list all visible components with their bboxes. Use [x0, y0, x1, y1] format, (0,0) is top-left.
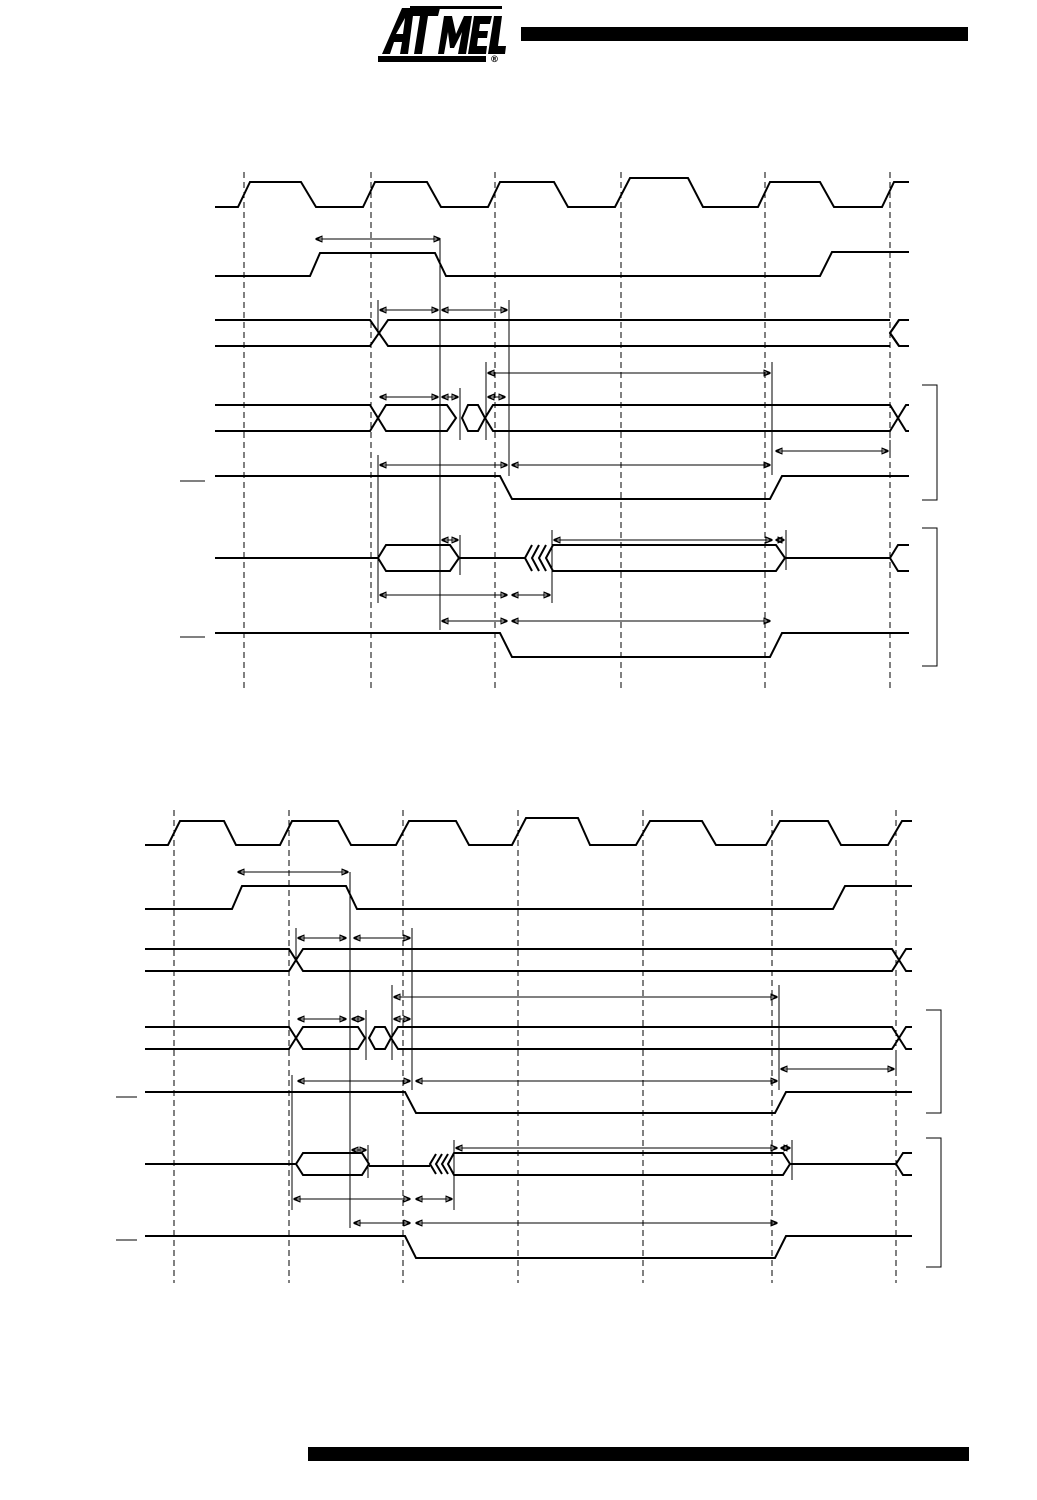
cycle-markers-2	[174, 810, 896, 1283]
read-strobe-2	[145, 1236, 912, 1258]
data-bus-1	[215, 545, 909, 571]
bracket-write-1	[922, 385, 937, 500]
bracket-write-2	[926, 1010, 941, 1113]
timing-diagram-2	[116, 810, 941, 1283]
registered-mark: ®	[490, 55, 499, 65]
strobe-signal-2	[145, 886, 912, 909]
read-strobe-1	[215, 633, 909, 657]
ad-bus-2	[145, 1027, 912, 1049]
footer-rule	[308, 1447, 969, 1461]
bracket-read-1	[922, 528, 937, 666]
address-bus-1	[215, 320, 909, 346]
write-strobe-1	[215, 476, 909, 499]
ad-bus-1	[215, 405, 909, 431]
data-bus-2	[145, 1153, 912, 1175]
address-bus-2	[145, 949, 912, 971]
write-strobe-2	[145, 1092, 912, 1113]
clock-signal-1	[215, 178, 909, 207]
timing-diagram-1	[180, 172, 937, 688]
bracket-read-2	[926, 1138, 941, 1267]
clock-signal-2	[145, 818, 912, 845]
strobe-signal-1	[215, 252, 909, 276]
